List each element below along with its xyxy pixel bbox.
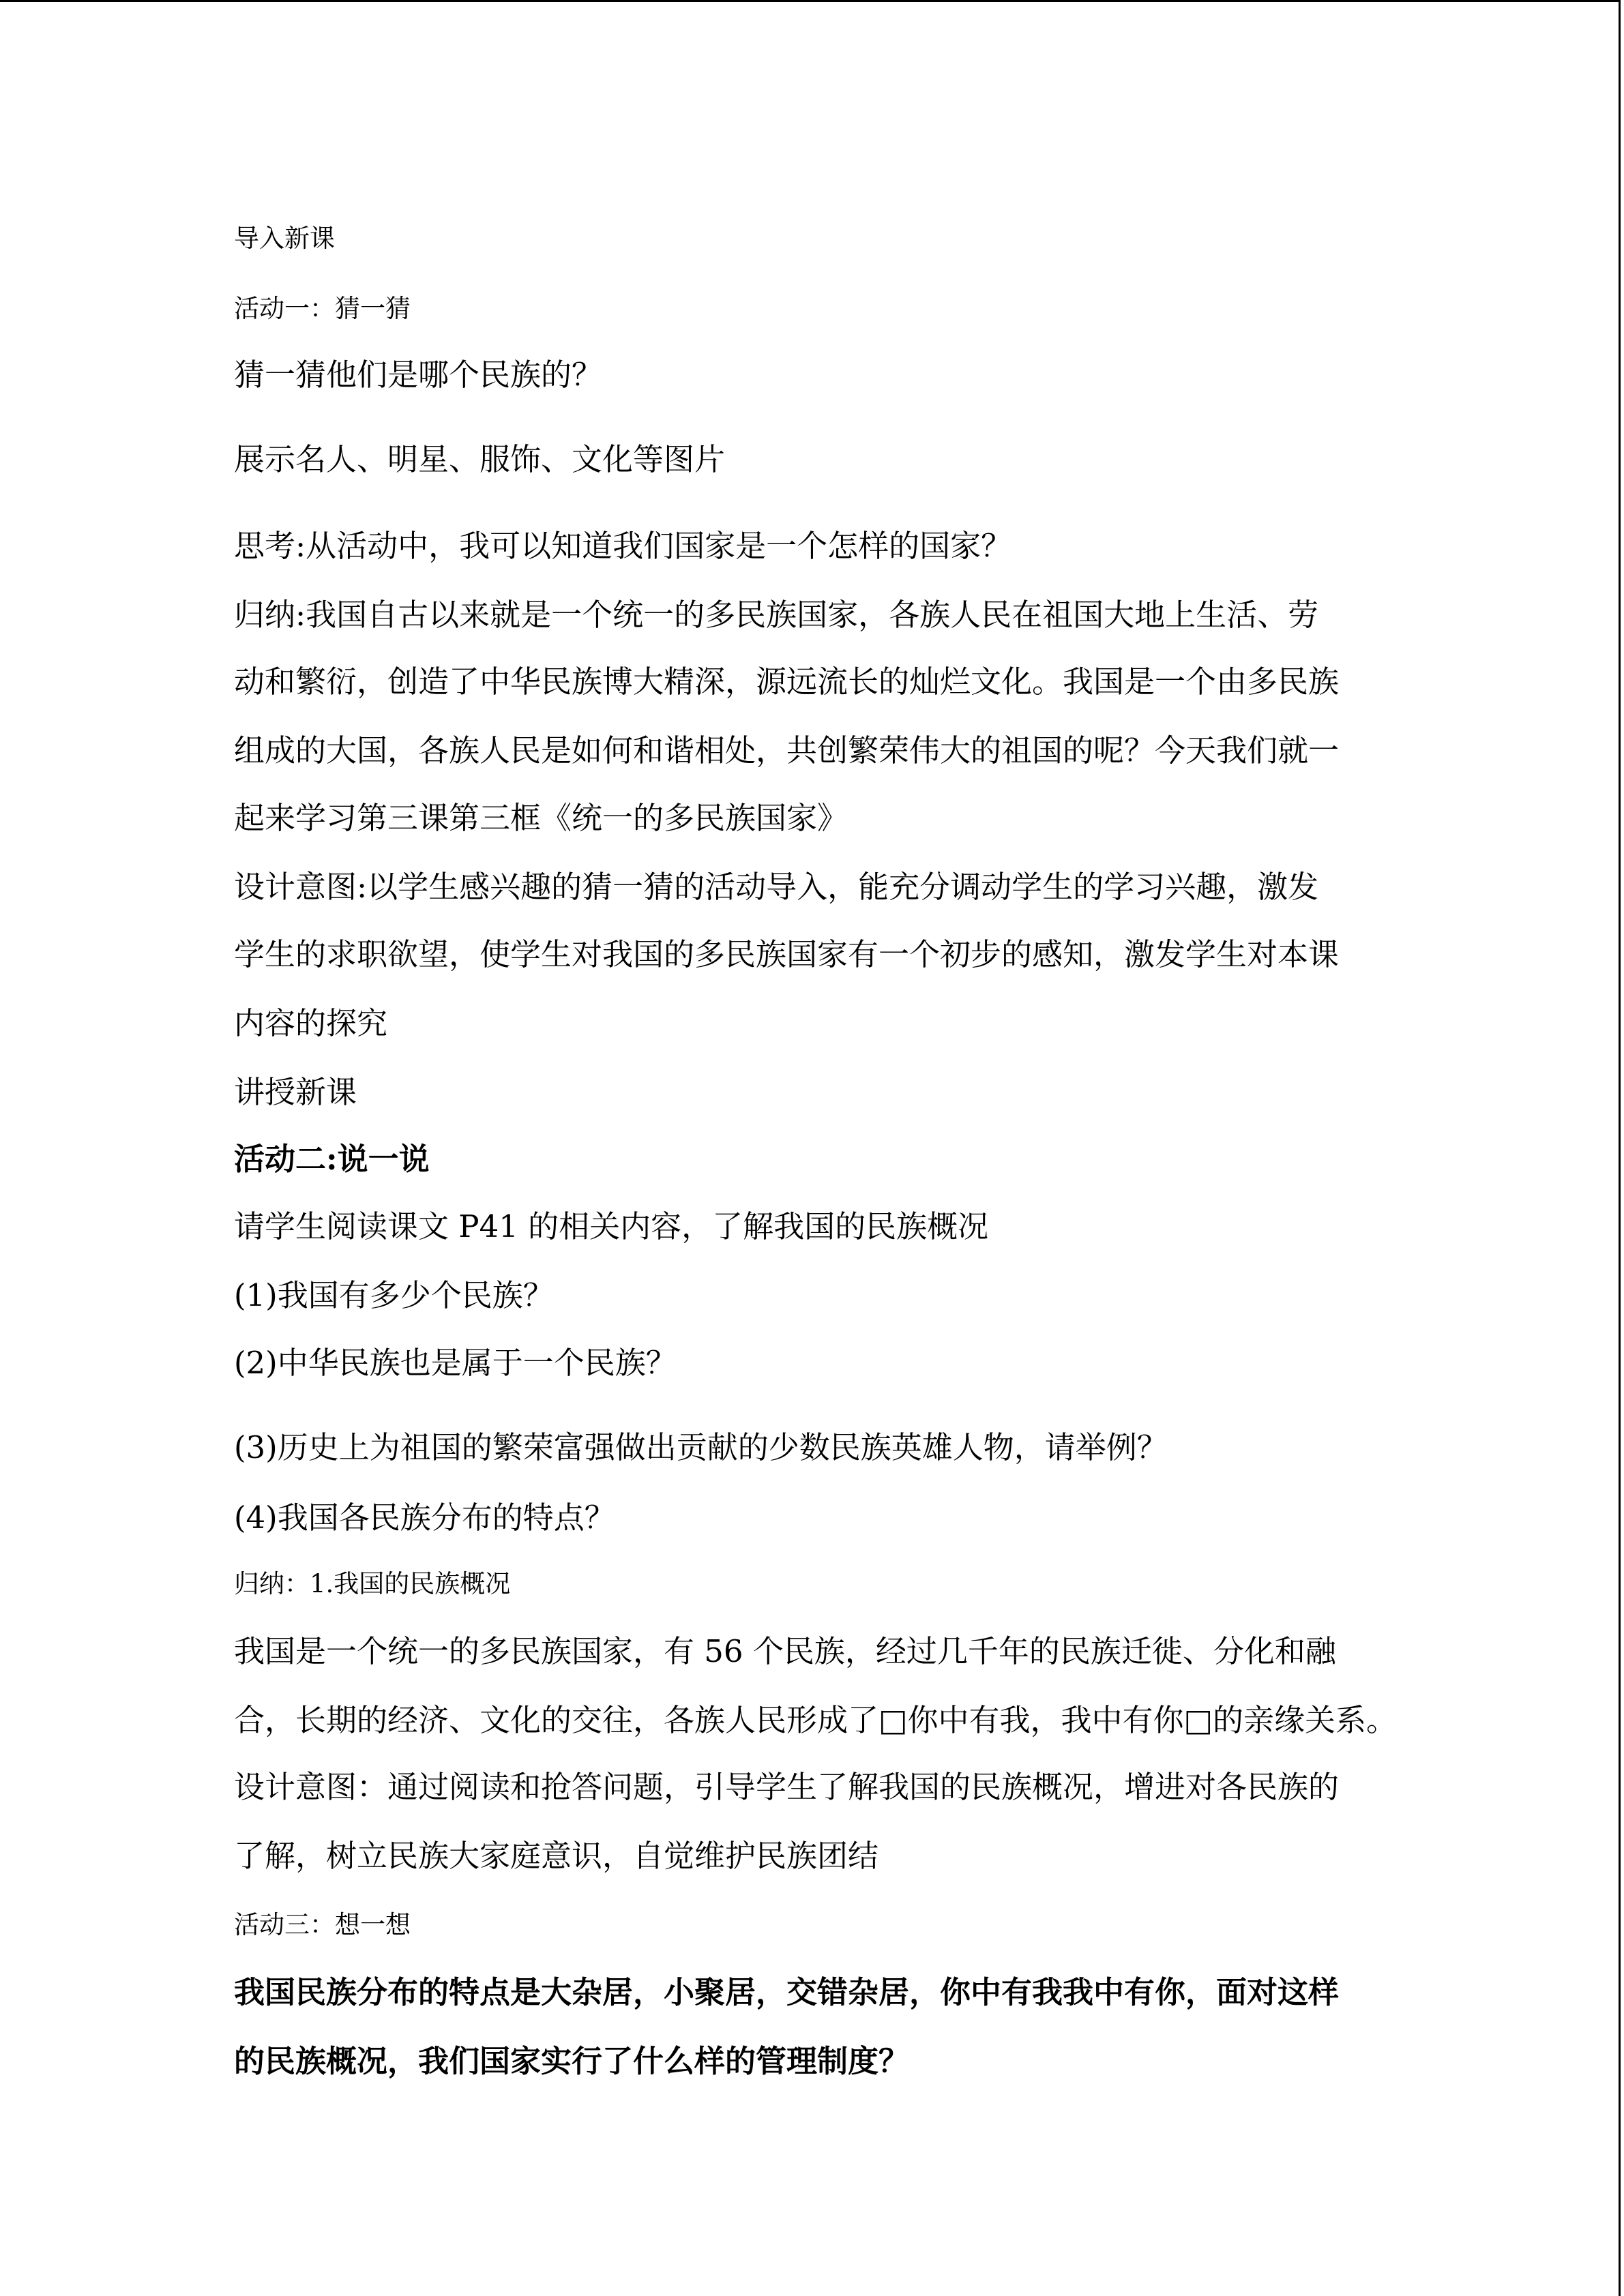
lesson-instruction: 请学生阅读课文 P41 的相关内容，了解我国的民族概况 (234, 1208, 989, 1244)
lesson-summary-title: 归纳：1.我国的民族概况 (234, 1569, 511, 1598)
activity-three-question-line: 我国民族分布的特点是大杂居，小聚居，交错杂居，你中有我我中有你，面对这样 (234, 1974, 1340, 2010)
lesson-heading: 讲授新课 (234, 1074, 357, 1110)
intro-design-intent-line: 设计意图:以学生感兴趣的猜一猜的活动导入，能充分调动学生的学习兴趣，激发 (234, 869, 1319, 905)
intro-summary-line: 组成的大国，各族人民是如何和谐相处，共创繁荣伟大的祖国的呢？今天我们就一 (234, 732, 1340, 769)
lesson-question: (2)中华民族也是属于一个民族？ (234, 1345, 677, 1381)
intro-heading: 导入新课 (234, 224, 335, 253)
activity-two-title: 活动二:说一说 (234, 1141, 430, 1177)
lesson-design-intent-line: 了解，树立民族大家庭意识，自觉维护民族团结 (234, 1838, 879, 1874)
activity-three-question-line: 的民族概况，我们国家实行了什么样的管理制度？ (234, 2043, 910, 2079)
intro-design-intent-line: 内容的探究 (234, 1005, 388, 1041)
intro-question: 猜一猜他们是哪个民族的？ (234, 357, 603, 393)
intro-summary-line: 起来学习第三课第三框《统一的多民族国家》 (234, 800, 848, 836)
intro-think: 思考:从活动中，我可以知道我们国家是一个怎样的国家？ (234, 528, 1012, 564)
lesson-design-intent-line: 设计意图：通过阅读和抢答问题，引导学生了解我国的民族概况，增进对各民族的 (234, 1769, 1340, 1805)
intro-display-note: 展示名人、明星、服饰、文化等图片 (234, 441, 726, 477)
activity-one-title: 活动一：猜一猜 (234, 294, 411, 323)
lesson-summary-line: 合，长期的经济、文化的交往，各族人民形成了□你中有我，我中有你□的亲缘关系。 (234, 1702, 1398, 1738)
lesson-question: (1)我国有多少个民族？ (234, 1277, 554, 1313)
lesson-question: (3)历史上为祖国的繁荣富强做出贡献的少数民族英雄人物，请举例？ (234, 1429, 1168, 1465)
activity-three-title: 活动三：想一想 (234, 1910, 411, 1939)
lesson-summary-line: 我国是一个统一的多民族国家，有 56 个民族，经过几千年的民族迁徙、分化和融 (234, 1633, 1336, 1669)
intro-design-intent-line: 学生的求职欲望，使学生对我国的多民族国家有一个初步的感知，激发学生对本课 (234, 936, 1340, 972)
lesson-question: (4)我国各民族分布的特点？ (234, 1500, 615, 1536)
intro-summary-line: 归纳:我国自古以来就是一个统一的多民族国家，各族人民在祖国大地上生活、劳 (234, 597, 1319, 633)
intro-summary-line: 动和繁衍，创造了中华民族博大精深，源远流长的灿烂文化。我国是一个由多民族 (234, 664, 1340, 700)
